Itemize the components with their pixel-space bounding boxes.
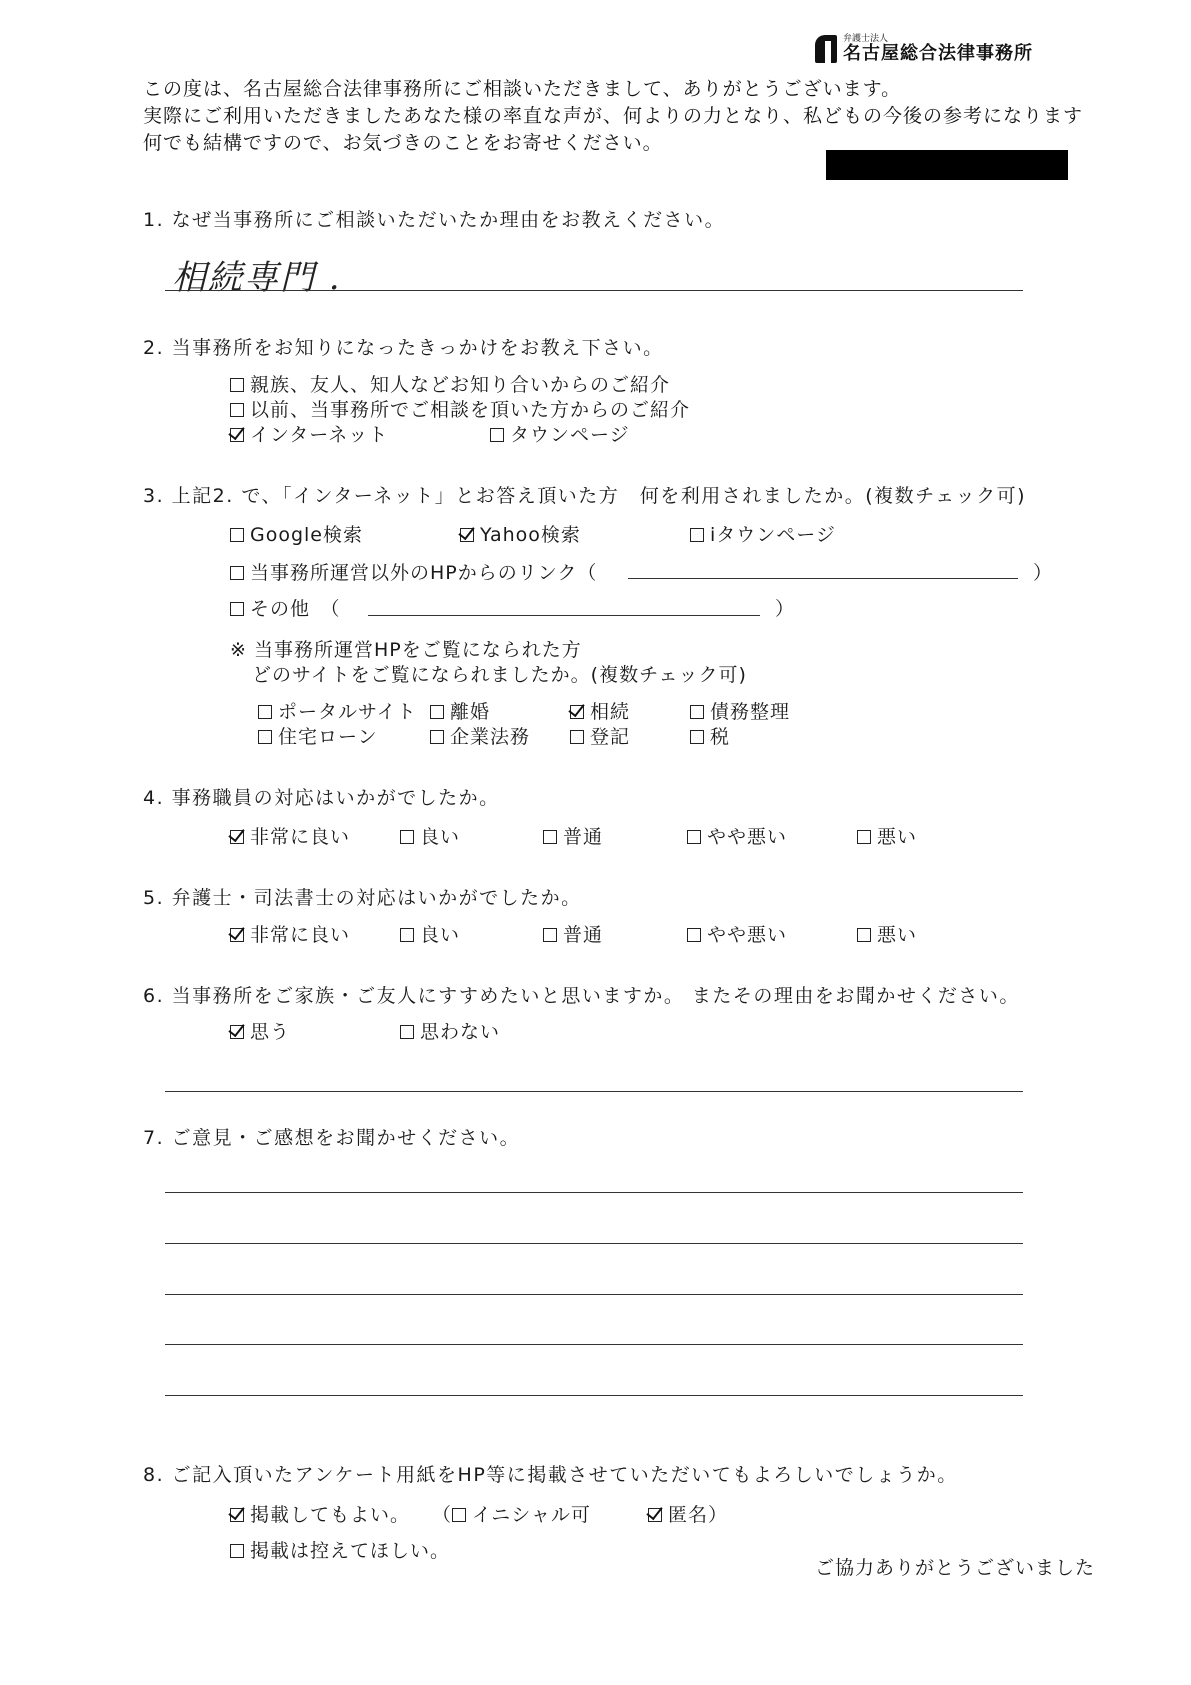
q5-very-good-label: 非常に良い <box>250 924 351 946</box>
q4-option-somewhat-bad[interactable] <box>687 822 787 849</box>
q4-bad-checkbox[interactable] <box>857 830 871 844</box>
site-option-debt[interactable] <box>690 697 790 724</box>
q3-google-label: Google検索 <box>250 524 364 546</box>
q2-referral-checkbox[interactable] <box>230 378 244 392</box>
redacted-name-box <box>826 150 1068 180</box>
q3-external-link-checkbox[interactable] <box>230 566 244 580</box>
q3-other-checkbox[interactable] <box>230 602 244 616</box>
q8-anonymous-checkbox[interactable] <box>648 1508 662 1522</box>
q8-question: 8. ご記入頂いたアンケート用紙をHP等に掲載させていただいてもよろしいでしょうか。 <box>143 1464 958 1486</box>
q8-initial-label: イニシャル可 <box>472 1504 591 1526</box>
site-option-divorce[interactable] <box>430 697 490 724</box>
q8-anonymous-label: 匿名） <box>668 1504 729 1526</box>
q2-option-internet[interactable] <box>230 420 388 447</box>
q4-option-bad[interactable] <box>857 822 917 849</box>
q2-townpage-label: タウンページ <box>510 424 630 446</box>
q3-question: 3. 上記2. で、「インターネット」とお答え頂いた方 何を利用されましたか。(複数チェック可) <box>143 485 1027 507</box>
q1-answer-line <box>165 290 1023 291</box>
site-corporate-checkbox[interactable] <box>430 730 444 744</box>
q5-average-checkbox[interactable] <box>543 928 557 942</box>
q8-decline-checkbox[interactable] <box>230 1544 244 1558</box>
q2-referral-label: 親族、友人、知人などお知り合いからのご紹介 <box>250 374 671 396</box>
q2-previous-client-checkbox[interactable] <box>230 403 244 417</box>
q2-question: 2. 当事務所をお知りになったきっかけをお教え下さい。 <box>143 337 664 359</box>
q3-other-field[interactable] <box>368 615 760 616</box>
site-portal-checkbox[interactable] <box>258 705 272 719</box>
q4-somewhat-bad-checkbox[interactable] <box>687 830 701 844</box>
site-debt-label: 債務整理 <box>710 701 791 723</box>
q3-option-external-link[interactable] <box>230 558 597 585</box>
q2-option-referral[interactable] <box>230 370 670 397</box>
q3-google-checkbox[interactable] <box>230 528 244 542</box>
site-registry-checkbox[interactable] <box>570 730 584 744</box>
q5-option-bad[interactable] <box>857 920 917 947</box>
firm-logo <box>815 34 1033 64</box>
q5-good-label: 良い <box>420 924 461 946</box>
q5-somewhat-bad-label: やや悪い <box>707 924 788 946</box>
site-corporate-label: 企業法務 <box>450 726 531 748</box>
q4-option-very-good[interactable] <box>230 822 350 849</box>
q8-option-initial[interactable] <box>432 1500 591 1527</box>
q8-decline-label: 掲載は控えてほしい。 <box>250 1540 451 1562</box>
q2-internet-label: インターネット <box>250 424 389 446</box>
site-option-inheritance[interactable] <box>570 697 630 724</box>
q4-option-good[interactable] <box>400 822 460 849</box>
q5-very-good-checkbox[interactable] <box>230 928 244 942</box>
q8-option-anonymous[interactable] <box>648 1500 728 1527</box>
q5-option-somewhat-bad[interactable] <box>687 920 787 947</box>
q2-option-townpage[interactable] <box>490 420 630 447</box>
firm-name: 名古屋総合法律事務所 <box>843 43 1033 64</box>
site-option-corporate[interactable] <box>430 722 530 749</box>
q6-yes-label: 思う <box>250 1021 291 1043</box>
q4-good-checkbox[interactable] <box>400 830 414 844</box>
q5-average-label: 普通 <box>563 924 604 946</box>
site-debt-checkbox[interactable] <box>690 705 704 719</box>
q1-handwritten-answer: 相続専門 . <box>172 258 342 298</box>
intro-text <box>143 76 1083 157</box>
q8-option-allow[interactable] <box>230 1500 410 1527</box>
q8-paren-open: （ <box>432 1504 453 1526</box>
q5-question: 5. 弁護士・司法書士の対応はいかがでしたか。 <box>143 887 582 909</box>
q8-allow-checkbox[interactable] <box>230 1508 244 1522</box>
q5-option-very-good[interactable] <box>230 920 350 947</box>
q3-itownpage-checkbox[interactable] <box>690 528 704 542</box>
q6-option-yes[interactable] <box>230 1017 290 1044</box>
intro-line-2: 実際にご利用いただきましたあなた様の率直な声が、何よりの力となり、私どもの今後の参考になります <box>143 105 1084 127</box>
q3-yahoo-checkbox[interactable] <box>460 528 474 542</box>
q6-no-checkbox[interactable] <box>400 1025 414 1039</box>
q4-option-average[interactable] <box>543 822 603 849</box>
q2-previous-client-label: 以前、当事務所でご相談を頂いた方からのご紹介 <box>250 399 691 421</box>
site-tax-checkbox[interactable] <box>690 730 704 744</box>
q7-comment-line-3[interactable] <box>165 1294 1023 1295</box>
q4-very-good-checkbox[interactable] <box>230 830 244 844</box>
q3-option-itownpage[interactable] <box>690 520 836 547</box>
q5-good-checkbox[interactable] <box>400 928 414 942</box>
site-divorce-label: 離婚 <box>450 701 491 723</box>
q4-question: 4. 事務職員の対応はいかがでしたか。 <box>143 787 500 809</box>
q8-allow-label: 掲載してもよい。 <box>250 1504 411 1526</box>
q4-somewhat-bad-label: やや悪い <box>707 826 788 848</box>
q4-bad-label: 悪い <box>877 826 918 848</box>
q2-option-previous-client[interactable] <box>230 395 690 422</box>
q5-somewhat-bad-checkbox[interactable] <box>687 928 701 942</box>
thanks-message: ご協力ありがとうございました <box>815 1557 1096 1579</box>
site-inheritance-label: 相続 <box>590 701 631 723</box>
q5-bad-checkbox[interactable] <box>857 928 871 942</box>
q4-average-label: 普通 <box>563 826 604 848</box>
site-divorce-checkbox[interactable] <box>430 705 444 719</box>
q6-no-label: 思わない <box>420 1021 501 1043</box>
site-housing-loan-checkbox[interactable] <box>258 730 272 744</box>
q7-comment-line-5[interactable] <box>165 1395 1023 1396</box>
q7-comment-line-1[interactable] <box>165 1192 1023 1193</box>
q7-comment-line-2[interactable] <box>165 1243 1023 1244</box>
q4-very-good-label: 非常に良い <box>250 826 351 848</box>
intro-line-1: この度は、名古屋総合法律事務所にご相談いただきまして、ありがとうございます。 <box>143 78 902 100</box>
q7-question: 7. ご意見・ご感想をお聞かせください。 <box>143 1127 521 1149</box>
site-registry-label: 登記 <box>590 726 631 748</box>
q2-internet-checkbox[interactable] <box>230 428 244 442</box>
q7-comment-line-4[interactable] <box>165 1344 1023 1345</box>
q3-option-yahoo[interactable] <box>460 520 581 547</box>
site-option-portal[interactable] <box>258 697 417 724</box>
q3-other-label: その他 （ <box>250 598 341 620</box>
q4-average-checkbox[interactable] <box>543 830 557 844</box>
q5-option-average[interactable] <box>543 920 603 947</box>
q3-note-line-2: どのサイトをご覧になられましたか。(複数チェック可) <box>252 664 747 686</box>
firm-type: 弁護士法人 <box>843 34 889 44</box>
site-portal-label: ポータルサイト <box>278 701 417 723</box>
q5-option-good[interactable] <box>400 920 460 947</box>
site-housing-loan-label: 住宅ローン <box>278 726 378 748</box>
q3-option-google[interactable] <box>230 520 363 547</box>
q6-reason-line[interactable] <box>165 1091 1023 1092</box>
q6-question: 6. 当事務所をご家族・ご友人にすすめたいと思いますか。 またその理由をお聞かせください。 <box>143 985 1020 1007</box>
q6-option-no[interactable] <box>400 1017 500 1044</box>
q1-question: 1. なぜ当事務所にご相談いただいたか理由をお教えください。 <box>143 209 726 231</box>
q3-external-link-close: ） <box>1033 562 1054 584</box>
site-option-tax[interactable] <box>690 722 730 749</box>
site-option-housing-loan[interactable] <box>258 722 378 749</box>
intro-line-3: 何でも結構ですので、お気づきのことをお寄せください。 <box>143 132 663 154</box>
q2-townpage-checkbox[interactable] <box>490 428 504 442</box>
q3-external-link-field[interactable] <box>628 578 1018 579</box>
q3-other-close: ） <box>775 598 796 620</box>
site-tax-label: 税 <box>710 726 731 748</box>
q4-good-label: 良い <box>420 826 461 848</box>
q6-yes-checkbox[interactable] <box>230 1025 244 1039</box>
q3-yahoo-label: Yahoo検索 <box>480 524 581 546</box>
q3-option-other[interactable] <box>230 594 341 621</box>
q3-note-line-1: ※ 当事務所運営HPをご覧になられた方 <box>230 639 582 661</box>
q3-itownpage-label: iタウンページ <box>710 524 836 546</box>
firm-logo-mark <box>815 35 837 63</box>
q8-option-decline[interactable] <box>230 1536 450 1563</box>
q5-bad-label: 悪い <box>877 924 918 946</box>
site-inheritance-checkbox[interactable] <box>570 705 584 719</box>
site-option-registry[interactable] <box>570 722 630 749</box>
q3-external-link-label: 当事務所運営以外のHPからのリンク（ <box>250 562 598 584</box>
q8-initial-checkbox[interactable] <box>452 1508 466 1522</box>
